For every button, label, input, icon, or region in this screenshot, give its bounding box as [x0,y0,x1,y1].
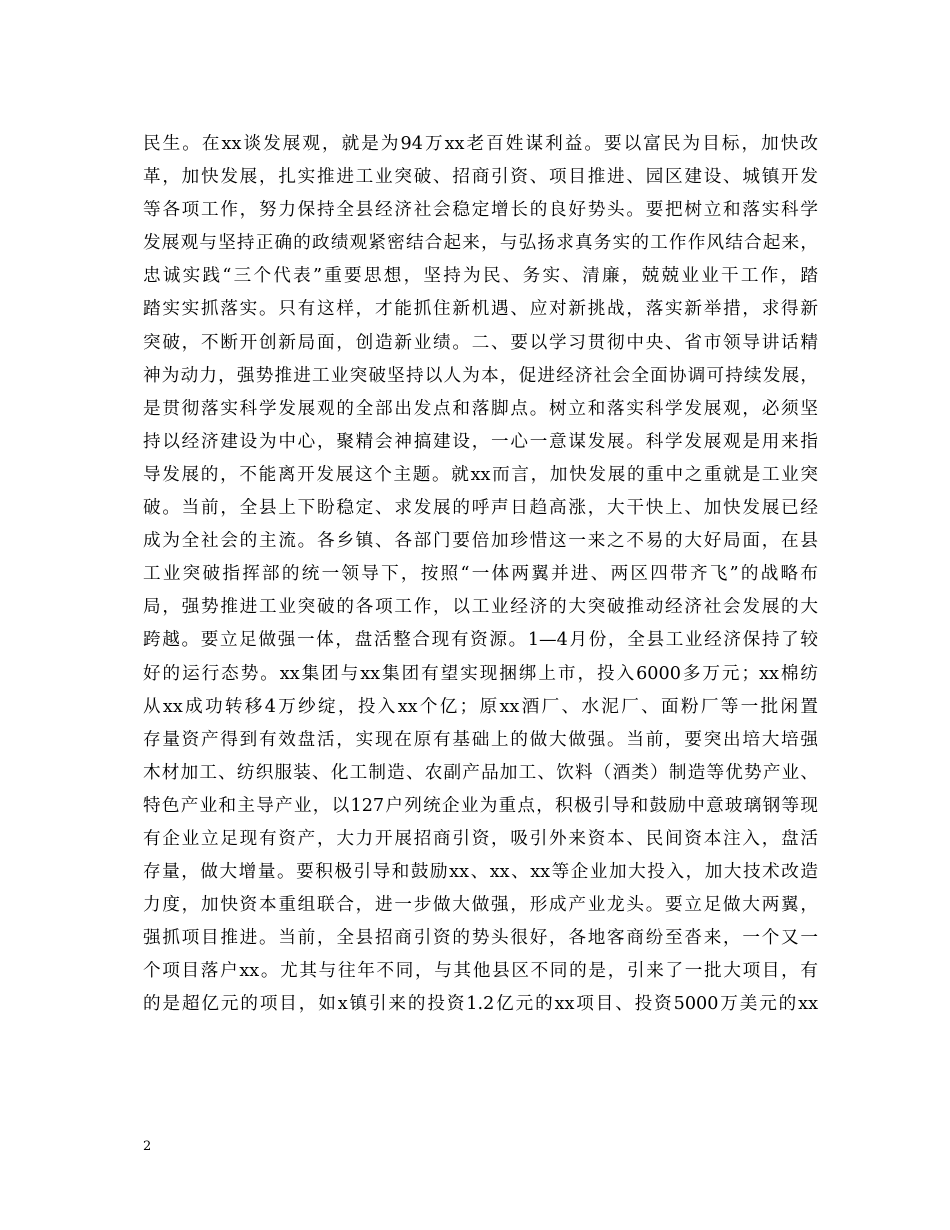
text-line: 革，加快发展，扎实推进工业突破、招商引资、项目推进、园区建设、城镇开发 [143,167,818,188]
text-line: 等各项工作，努力保持全县经济社会稳定增长的良好势头。要把树立和落实科学 [143,200,818,221]
text-line: 强抓项目推进。当前，全县招商引资的势头很好，各地客商纷至沓来，一个又一 [143,928,818,949]
text-line: 是贯彻落实科学发展观的全部出发点和落脚点。树立和落实科学发展观，必须坚 [143,398,818,419]
text-line: 存量，做大增量。要积极引导和鼓励xx、xx、xx等企业加大投入，加大技术改造 [143,862,818,883]
body-text [143,128,818,1022]
text-line: 力度，加快资本重组联合，进一步做大做强，形成产业龙头。要立足做大两翼， [143,895,818,916]
text-line: 从xx成功转移4万纱绽，投入xx个亿；原xx酒厂、水泥厂、面粉厂等一批闲置 [143,696,818,717]
text-line: 民生。在xx谈发展观，就是为94万xx老百姓谋利益。要以富民为目标，加快改 [143,134,818,154]
text-line: 个项目落户xx。尤其与往年不同，与其他县区不同的是，引来了一批大项目，有 [143,961,818,982]
text-line: 特色产业和主导产业，以127户列统企业为重点，积极引导和鼓励中意玻璃钢等现 [143,795,818,816]
text-line: 忠诚实践“三个代表”重要思想，坚持为民、务实、清廉，兢兢业业干工作，踏 [143,266,818,287]
text-line: 踏实实抓落实。只有这样，才能抓住新机遇、应对新挑战，落实新举措，求得新 [143,299,818,320]
text-line: 破。当前，全县上下盼稳定、求发展的呼声日趋高涨，大干快上、加快发展已经 [143,498,818,519]
text-line: 成为全社会的主流。各乡镇、各部门要倍加珍惜这一来之不易的大好局面，在县 [143,531,818,552]
text-line: 跨越。要立足做强一体，盘活整合现有资源。1—4月份，全县工业经济保持了较 [143,630,818,651]
page-number: 2 [143,1139,152,1154]
text-line: 持以经济建设为中心，聚精会神搞建设，一心一意谋发展。科学发展观是用来指 [143,431,818,452]
text-line: 突破，不断开创新局面，创造新业绩。二、要以学习贯彻中央、省市领导讲话精 [143,332,818,353]
text-line: 工业突破指挥部的统一领导下，按照“一体两翼并进、两区四带齐飞”的战略布 [143,564,818,585]
text-line: 导发展的，不能离开发展这个主题。就xx而言，加快发展的重中之重就是工业突 [143,464,818,485]
text-line: 好的运行态势。xx集团与xx集团有望实现捆绑上市，投入6000多万元；xx棉纺 [143,663,818,684]
text-line: 局，强势推进工业突破的各项工作，以工业经济的大突破推动经济社会发展的大 [143,597,818,618]
text-line: 发展观与坚持正确的政绩观紧密结合起来，与弘扬求真务实的工作作风结合起来， [143,233,818,254]
text-line: 存量资产得到有效盘活，实现在原有基础上的做大做强。当前，要突出培大培强 [143,729,818,750]
text-line: 有企业立足现有资产，大力开展招商引资，吸引外来资本、民间资本注入，盘活 [143,828,818,849]
text-line: 神为动力，强势推进工业突破坚持以人为本，促进经济社会全面协调可持续发展， [143,365,818,386]
text-line: 的是超亿元的项目，如x镇引来的投资1.2亿元的xx项目、投资5000万美元的xx [143,994,818,1015]
text-line: 木材加工、纺织服装、化工制造、农副产品加工、饮料（酒类）制造等优势产业、 [143,762,818,783]
